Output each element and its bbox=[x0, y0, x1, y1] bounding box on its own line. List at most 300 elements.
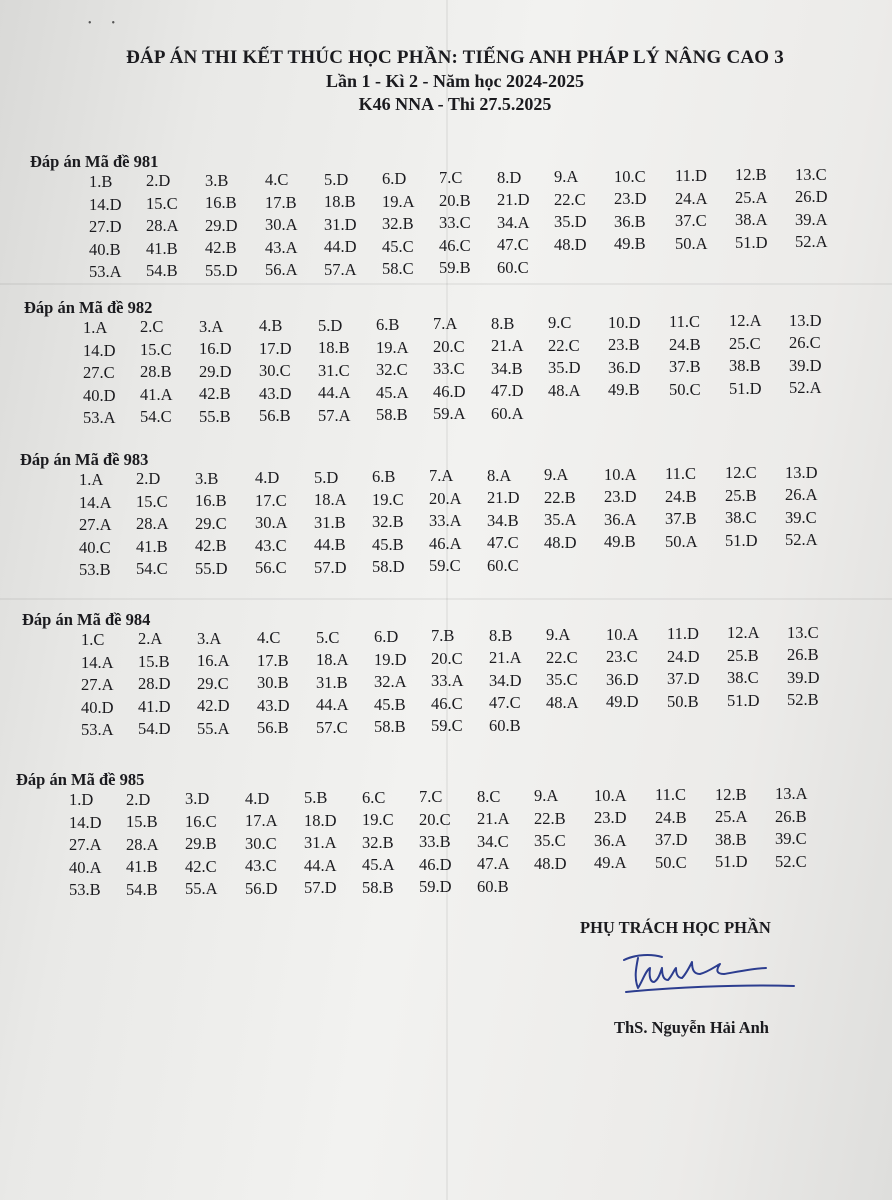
answer-item: 30.C bbox=[245, 833, 277, 853]
answer-item: 1.D bbox=[69, 790, 94, 809]
answer-item: 44.A bbox=[304, 855, 337, 875]
answer-item: 52.A bbox=[789, 378, 822, 398]
answer-item: 41.B bbox=[146, 238, 178, 258]
answer-item: 29.D bbox=[199, 361, 232, 381]
answer-item: 55.B bbox=[199, 406, 231, 426]
answer-item: 16.C bbox=[185, 811, 217, 831]
answer-item: 51.D bbox=[727, 690, 760, 710]
answer-item: 54.B bbox=[146, 261, 178, 281]
answer-row bbox=[0, 403, 876, 430]
answer-item: 2.C bbox=[140, 317, 164, 337]
answer-item: 22.C bbox=[548, 335, 580, 355]
answer-item: 43.A bbox=[265, 237, 298, 257]
answer-item: 47.C bbox=[497, 235, 529, 255]
answer-item: 13.C bbox=[795, 164, 827, 184]
answer-item: 21.A bbox=[489, 648, 522, 668]
answer-item: 60.C bbox=[487, 555, 519, 575]
answer-item: 6.B bbox=[372, 467, 396, 486]
answer-item: 19.D bbox=[374, 649, 407, 669]
answer-item: 19.A bbox=[382, 191, 415, 211]
answer-item: 53.A bbox=[83, 408, 116, 427]
answer-item: 59.C bbox=[431, 716, 463, 736]
answer-item: 4.D bbox=[245, 788, 270, 808]
answer-item: 26.C bbox=[789, 333, 821, 353]
answer-item: 51.D bbox=[725, 530, 758, 550]
answer-item: 16.B bbox=[205, 193, 237, 213]
answer-item: 24.A bbox=[675, 188, 708, 208]
answer-item: 49.B bbox=[608, 380, 640, 400]
answer-item: 28.D bbox=[138, 674, 171, 694]
answer-item: 11.C bbox=[655, 785, 687, 804]
answer-item: 53.A bbox=[89, 262, 122, 281]
answer-item: 60.B bbox=[489, 715, 521, 735]
answer-item: 46.C bbox=[439, 235, 471, 255]
answer-item: 25.C bbox=[729, 333, 761, 353]
answer-item: 29.B bbox=[185, 834, 217, 853]
answer-row bbox=[2, 257, 882, 284]
answer-item: 21.A bbox=[477, 809, 510, 828]
answer-item: 13.A bbox=[775, 784, 808, 803]
answer-item: 42.B bbox=[199, 384, 231, 404]
answer-item: 23.D bbox=[614, 189, 647, 209]
answer-item: 31.B bbox=[314, 512, 346, 532]
answer-item: 39.C bbox=[785, 507, 817, 527]
answer-item: 48.A bbox=[546, 692, 579, 712]
answer-item: 45.B bbox=[374, 694, 406, 714]
answer-item: 47.C bbox=[487, 533, 519, 553]
answer-item: 24.B bbox=[669, 334, 701, 354]
answer-item: 7.A bbox=[429, 466, 454, 486]
answer-item: 36.D bbox=[606, 669, 639, 689]
answer-item: 2.A bbox=[138, 629, 163, 649]
answer-item: 4.B bbox=[259, 316, 283, 336]
answer-item: 27.A bbox=[81, 675, 114, 694]
answer-item: 48.D bbox=[554, 234, 587, 254]
answer-item: 5.C bbox=[316, 627, 340, 647]
answer-item: 15.C bbox=[136, 491, 168, 511]
answer-item: 17.B bbox=[257, 650, 289, 670]
answer-item: 5.D bbox=[324, 169, 349, 189]
answer-item: 6.D bbox=[374, 627, 399, 646]
answer-item: 46.D bbox=[419, 854, 452, 874]
answer-item: 28.A bbox=[126, 834, 159, 854]
answer-row bbox=[0, 715, 874, 742]
answer-item: 59.C bbox=[429, 556, 461, 576]
answer-item: 4.C bbox=[257, 628, 281, 648]
answer-item: 4.C bbox=[265, 170, 289, 190]
section-title: Đáp án Mã đề 981 bbox=[30, 152, 159, 171]
answer-item: 20.C bbox=[419, 809, 451, 829]
answer-item: 20.B bbox=[439, 190, 471, 210]
section-title: Đáp án Mã đề 985 bbox=[16, 770, 145, 789]
answer-item: 33.C bbox=[439, 213, 471, 233]
answer-item: 24.B bbox=[665, 486, 697, 506]
signature-title: PHỤ TRÁCH HỌC PHẦN bbox=[580, 918, 771, 937]
answer-item: 20.C bbox=[433, 336, 465, 356]
answer-item: 36.A bbox=[594, 830, 627, 850]
answer-item: 50.B bbox=[667, 691, 699, 711]
answer-item: 8.C bbox=[477, 786, 501, 806]
answer-item: 42.B bbox=[195, 536, 227, 556]
answer-item: 26.B bbox=[775, 806, 807, 826]
answer-item: 38.B bbox=[715, 829, 747, 849]
answer-item: 6.B bbox=[376, 315, 400, 334]
answer-item: 34.B bbox=[491, 358, 523, 378]
answer-item: 17.B bbox=[265, 192, 297, 212]
answer-item: 30.B bbox=[257, 673, 289, 693]
answer-item: 43.C bbox=[245, 856, 277, 875]
answer-item: 40.C bbox=[79, 537, 111, 557]
answer-item: 16.A bbox=[197, 651, 230, 671]
answer-item: 56.B bbox=[257, 718, 289, 738]
answer-item: 48.D bbox=[544, 532, 577, 552]
answer-item: 17.C bbox=[255, 490, 287, 510]
answer-item: 26.B bbox=[787, 645, 819, 665]
answer-item: 57.A bbox=[324, 259, 357, 279]
answer-item: 34.D bbox=[489, 670, 522, 690]
answer-item: 26.A bbox=[785, 485, 818, 505]
answer-item: 59.B bbox=[439, 258, 471, 278]
answer-item: 30.A bbox=[265, 215, 298, 235]
answer-item: 54.B bbox=[126, 879, 158, 899]
answer-item: 28.A bbox=[146, 216, 179, 236]
paper-marks: • • bbox=[88, 18, 116, 29]
answer-item: 29.C bbox=[197, 673, 229, 693]
answer-item: 49.A bbox=[594, 853, 627, 872]
answer-item: 59.D bbox=[419, 877, 452, 896]
answer-item: 14.A bbox=[81, 652, 114, 672]
answer-item: 59.A bbox=[433, 404, 466, 424]
answer-item: 8.B bbox=[491, 313, 515, 333]
signer-name: ThS. Nguyễn Hải Anh bbox=[614, 1018, 769, 1037]
answer-item: 27.A bbox=[79, 515, 112, 534]
answer-item: 25.A bbox=[735, 187, 768, 207]
answer-item: 52.B bbox=[787, 690, 819, 710]
answer-item: 19.C bbox=[372, 489, 404, 509]
answer-item: 33.C bbox=[433, 359, 465, 379]
answer-item: 38.C bbox=[727, 668, 759, 688]
answer-item: 9.A bbox=[554, 167, 579, 187]
answer-item: 34.A bbox=[497, 212, 530, 232]
answer-item: 36.A bbox=[604, 509, 637, 529]
answer-item: 47.C bbox=[489, 693, 521, 713]
answer-item: 33.A bbox=[431, 671, 464, 691]
answer-item: 44.D bbox=[324, 237, 357, 257]
answer-item: 33.B bbox=[419, 832, 451, 851]
answer-item: 8.B bbox=[489, 625, 513, 645]
answer-item: 43.D bbox=[257, 695, 290, 715]
answer-item: 19.C bbox=[362, 810, 394, 829]
answer-item: 31.B bbox=[316, 672, 348, 692]
answer-item: 25.B bbox=[727, 645, 759, 665]
answer-item: 20.A bbox=[429, 488, 462, 508]
section-title: Đáp án Mã đề 982 bbox=[24, 298, 153, 317]
answer-item: 25.B bbox=[725, 485, 757, 505]
answer-item: 50.A bbox=[675, 233, 708, 253]
answer-item: 50.A bbox=[665, 531, 698, 551]
answer-item: 45.B bbox=[372, 534, 404, 554]
answer-item: 41.B bbox=[136, 536, 168, 556]
answer-item: 42.D bbox=[197, 696, 230, 716]
answer-item: 53.B bbox=[79, 560, 111, 579]
answer-item: 5.D bbox=[318, 315, 343, 335]
answer-item: 51.D bbox=[729, 378, 762, 398]
answer-item: 40.B bbox=[89, 239, 121, 259]
answer-item: 44.A bbox=[318, 383, 351, 403]
answer-item: 40.A bbox=[69, 857, 102, 877]
answer-item: 35.D bbox=[548, 358, 581, 378]
answer-item: 32.B bbox=[362, 832, 394, 852]
answer-item: 40.D bbox=[81, 697, 114, 717]
answer-item: 36.B bbox=[614, 211, 646, 231]
answer-item: 45.A bbox=[362, 855, 395, 874]
answer-item: 18.B bbox=[324, 192, 356, 212]
answer-item: 23.D bbox=[604, 487, 637, 507]
answer-item: 14.A bbox=[79, 492, 112, 512]
answer-item: 7.C bbox=[419, 787, 443, 806]
answer-item: 27.A bbox=[69, 835, 102, 854]
answer-item: 57.A bbox=[318, 405, 351, 425]
answer-item: 42.C bbox=[185, 856, 217, 876]
answer-item: 32.B bbox=[382, 214, 414, 233]
answer-item: 22.C bbox=[546, 647, 578, 667]
answer-item: 11.C bbox=[669, 312, 701, 331]
answer-item: 55.A bbox=[197, 718, 230, 738]
answer-item: 18.B bbox=[318, 338, 350, 358]
answer-item: 38.B bbox=[729, 356, 761, 376]
answer-item: 30.A bbox=[255, 513, 288, 533]
answer-item: 20.C bbox=[431, 648, 463, 668]
answer-item: 9.A bbox=[534, 786, 559, 805]
answer-item: 7.A bbox=[433, 314, 458, 334]
answer-item: 60.C bbox=[497, 257, 529, 277]
answer-item: 21.D bbox=[487, 488, 520, 508]
answer-item: 43.D bbox=[259, 383, 292, 403]
answer-item: 37.D bbox=[667, 669, 700, 688]
answer-item: 27.D bbox=[89, 217, 122, 236]
answer-item: 56.A bbox=[265, 260, 298, 280]
answer-item: 9.A bbox=[546, 625, 571, 645]
answer-item: 49.D bbox=[606, 692, 639, 712]
answer-item: 45.C bbox=[382, 236, 414, 256]
answer-item: 57.D bbox=[314, 557, 347, 577]
answer-item: 33.A bbox=[429, 511, 462, 531]
answer-item: 35.C bbox=[546, 670, 578, 690]
answer-item: 28.B bbox=[140, 362, 172, 382]
answer-row bbox=[0, 876, 868, 902]
answer-item: 6.D bbox=[382, 169, 407, 188]
answer-item: 58.B bbox=[376, 405, 408, 424]
answer-item: 15.C bbox=[140, 339, 172, 359]
answer-item: 53.B bbox=[69, 880, 101, 899]
answer-item: 17.A bbox=[245, 811, 278, 830]
answer-item: 3.B bbox=[205, 170, 229, 190]
answer-item: 24.B bbox=[655, 807, 687, 827]
answer-item: 3.D bbox=[185, 789, 210, 808]
answer-item: 36.D bbox=[608, 357, 641, 377]
answer-item: 41.B bbox=[126, 857, 158, 876]
answer-item: 11.D bbox=[675, 166, 707, 185]
answer-item: 41.A bbox=[140, 384, 173, 404]
answer-item: 48.D bbox=[534, 853, 567, 873]
answer-item: 21.D bbox=[497, 190, 530, 210]
answer-item: 15.C bbox=[146, 193, 178, 213]
answer-item: 10.A bbox=[606, 624, 639, 644]
answer-item: 39.D bbox=[789, 355, 822, 375]
answer-item: 50.C bbox=[655, 852, 687, 872]
answer-item: 10.D bbox=[608, 312, 641, 332]
answer-item: 16.D bbox=[199, 339, 232, 359]
answer-item: 56.C bbox=[255, 558, 287, 578]
answer-item: 38.C bbox=[725, 508, 757, 528]
answer-item: 9.A bbox=[544, 465, 569, 485]
answer-item: 37.C bbox=[675, 211, 707, 230]
answer-item: 46.D bbox=[433, 381, 466, 401]
answer-item: 58.B bbox=[374, 717, 406, 736]
answer-item: 25.A bbox=[715, 807, 748, 826]
answer-item: 29.C bbox=[195, 513, 227, 533]
answer-item: 58.C bbox=[382, 259, 414, 278]
answer-item: 46.A bbox=[429, 533, 462, 553]
answer-row bbox=[0, 555, 872, 582]
answer-item: 50.C bbox=[669, 379, 701, 399]
answer-item: 31.C bbox=[318, 360, 350, 380]
answer-item: 35.D bbox=[554, 212, 587, 232]
answer-item: 24.D bbox=[667, 646, 700, 666]
answer-item: 28.A bbox=[136, 514, 169, 534]
answer-item: 52.C bbox=[775, 851, 807, 871]
exam-session: Lần 1 - Kì 2 - Năm học 2024-2025 bbox=[326, 71, 584, 91]
answer-item: 48.A bbox=[548, 380, 581, 400]
answer-item: 60.A bbox=[491, 403, 524, 423]
answer-item: 51.D bbox=[715, 852, 748, 871]
answer-item: 5.B bbox=[304, 788, 328, 807]
answer-item: 11.C bbox=[665, 464, 697, 483]
answer-item: 23.D bbox=[594, 808, 627, 827]
answer-item: 3.A bbox=[199, 316, 224, 336]
answer-item: 43.C bbox=[255, 535, 287, 555]
answer-item: 8.D bbox=[497, 167, 522, 187]
answer-item: 45.A bbox=[376, 382, 409, 402]
answer-item: 22.B bbox=[534, 808, 566, 828]
answer-item: 47.A bbox=[477, 854, 510, 873]
answer-item: 49.B bbox=[614, 234, 646, 254]
answer-item: 32.A bbox=[374, 672, 407, 691]
answer-item: 16.B bbox=[195, 491, 227, 511]
answer-item: 56.D bbox=[245, 878, 278, 898]
answer-item: 52.A bbox=[795, 232, 828, 252]
answer-item: 1.C bbox=[81, 630, 105, 649]
answer-item: 12.C bbox=[725, 463, 757, 483]
answer-item: 27.C bbox=[83, 363, 115, 382]
answer-item: 11.D bbox=[667, 624, 699, 643]
answer-item: 14.D bbox=[89, 194, 122, 214]
answer-item: 2.D bbox=[146, 171, 171, 191]
answer-item: 54.C bbox=[140, 407, 172, 427]
answer-item: 34.C bbox=[477, 831, 509, 851]
answer-item: 2.D bbox=[136, 469, 161, 489]
answer-item: 35.A bbox=[544, 510, 577, 530]
answer-item: 23.B bbox=[608, 335, 640, 355]
answer-item: 13.D bbox=[785, 462, 818, 482]
answer-item: 47.D bbox=[491, 381, 524, 401]
answer-item: 58.D bbox=[372, 557, 405, 576]
answer-item: 15.B bbox=[126, 812, 158, 831]
answer-item: 10.A bbox=[594, 785, 627, 805]
answer-item: 2.D bbox=[126, 789, 151, 809]
answer-item: 40.D bbox=[83, 385, 116, 405]
answer-item: 46.C bbox=[431, 693, 463, 713]
answer-item: 41.D bbox=[138, 696, 171, 716]
answer-item: 17.D bbox=[259, 338, 292, 358]
answer-item: 54.C bbox=[136, 559, 168, 579]
answer-item: 51.D bbox=[735, 232, 768, 252]
answer-item: 39.A bbox=[795, 209, 828, 229]
answer-item: 14.D bbox=[69, 812, 102, 832]
answer-item: 3.B bbox=[195, 468, 219, 488]
exam-class-date: K46 NNA - Thi 27.5.2025 bbox=[358, 94, 552, 114]
answer-item: 31.A bbox=[304, 833, 337, 852]
answer-item: 9.C bbox=[548, 313, 572, 333]
answer-item: 30.C bbox=[259, 361, 291, 381]
handwritten-signature bbox=[616, 948, 796, 1000]
answer-item: 5.D bbox=[314, 467, 339, 487]
document-header bbox=[40, 46, 870, 116]
answer-item: 42.B bbox=[205, 238, 237, 258]
answer-item: 60.B bbox=[477, 876, 509, 896]
answer-item: 26.D bbox=[795, 187, 828, 207]
answer-item: 55.D bbox=[205, 260, 238, 280]
answer-item: 57.C bbox=[316, 717, 348, 737]
answer-item: 7.B bbox=[431, 626, 455, 646]
answer-item: 7.C bbox=[439, 168, 463, 188]
answer-item: 18.A bbox=[314, 490, 347, 510]
answer-item: 6.C bbox=[362, 787, 386, 807]
answer-item: 32.B bbox=[372, 512, 404, 531]
answer-item: 38.A bbox=[735, 210, 768, 230]
answer-item: 39.C bbox=[775, 829, 807, 848]
answer-item: 12.A bbox=[727, 623, 760, 643]
answer-item: 1.A bbox=[83, 318, 108, 337]
answer-item: 13.C bbox=[787, 622, 819, 642]
answer-item: 39.D bbox=[787, 667, 820, 687]
answer-item: 19.A bbox=[376, 337, 409, 357]
answer-item: 22.B bbox=[544, 487, 576, 507]
answer-item: 10.A bbox=[604, 464, 637, 484]
answer-item: 14.D bbox=[83, 340, 116, 360]
answer-item: 31.D bbox=[324, 214, 357, 234]
answer-item: 29.D bbox=[205, 215, 238, 235]
answer-item: 13.D bbox=[789, 310, 822, 330]
answer-item: 55.A bbox=[185, 879, 218, 898]
answer-item: 37.D bbox=[655, 830, 688, 849]
answer-item: 58.B bbox=[362, 877, 394, 897]
answer-item: 49.B bbox=[604, 532, 636, 552]
answer-item: 53.A bbox=[81, 720, 114, 739]
answer-item: 12.B bbox=[715, 784, 747, 804]
answer-item: 15.B bbox=[138, 651, 170, 671]
answer-item: 23.C bbox=[606, 647, 638, 667]
answer-item: 44.B bbox=[314, 535, 346, 555]
answer-item: 57.D bbox=[304, 878, 337, 897]
answer-item: 22.C bbox=[554, 189, 586, 209]
answer-item: 32.C bbox=[376, 360, 408, 379]
answer-item: 54.D bbox=[138, 719, 171, 739]
answer-item: 18.D bbox=[304, 810, 337, 830]
answer-item: 56.B bbox=[259, 406, 291, 426]
section-title: Đáp án Mã đề 984 bbox=[22, 610, 151, 629]
answer-item: 1.A bbox=[79, 470, 104, 489]
